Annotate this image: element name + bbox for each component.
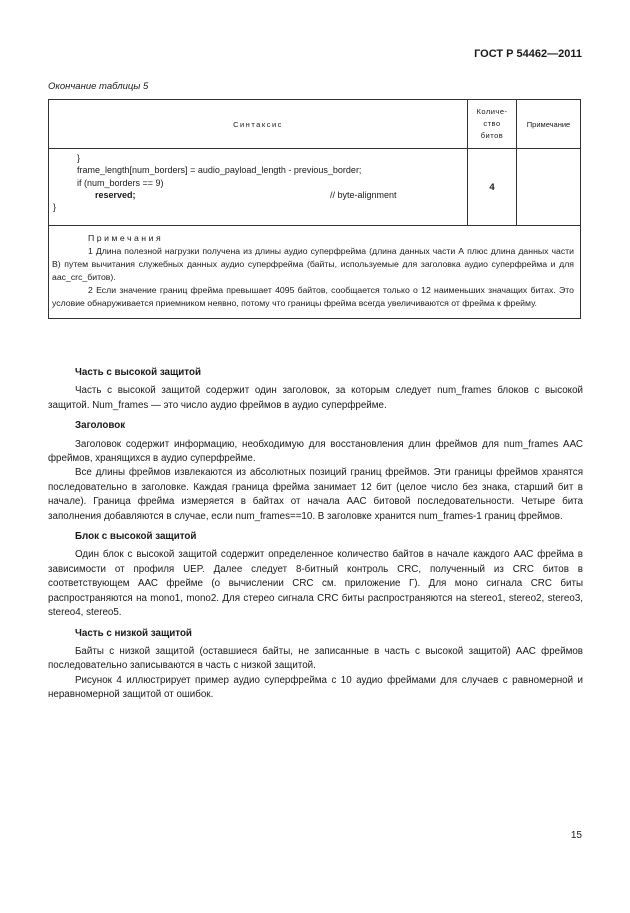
section-title: Заголовок [75,420,126,432]
paragraph: Один блок с высокой защитой содержит определенное количество байтов в начале каждого ААС фрейма в зависимости от профиля UEP. Далее следует 8-битный контроль CRC, полученный из CRC битов в соответствующем ААС фрейме (о вычислении CRC см. приложение Г). Для моно сигнала CRC биты распространяются на mono1, mono2. Для стерео сигнала CRC биты распространяются на stereo1, stereo2, stereo3, stereo4, stereo5. [48,549,583,619]
section-title: Блок с высокой защитой [75,531,197,543]
paragraph: Заголовок содержит информацию, необходимую для восстановления длин фреймов для num_frames ААС фреймов, хранящихся в аудио суперфрейме. [48,438,583,465]
column-header-syntax: Синтаксис [49,100,468,149]
table-code-row [49,149,581,226]
notes-title: Примечания [88,233,164,243]
section-title: Часть с высокой защитой [75,367,201,378]
syntax-table [48,99,581,319]
code-line: } [53,202,57,213]
table-notes-row [49,226,581,319]
code-block [49,149,467,213]
bits-value: 4 [468,149,517,226]
paragraph: Все длины фреймов извлекаются из абсолютных позиций границ фреймов. Эти границы фреймов хранятся последовательно в заголовке. Каждая граница фрейма занимает 12 бит (целое число без знака, старший бит в начале). Граница фрейма измеряется в байтах от начала ААС битовой последовательности. Четыре бита заполнения добавляются в случае, если num_frames==10. В заголовке хранится num_frames-1 границ фреймов. [48,467,583,522]
note-empty-cell [517,149,581,226]
column-header-bits [468,100,517,149]
table-header-row [49,100,581,149]
notes-cell [49,226,581,319]
page-number: 15 [570,830,582,841]
code-line: frame_length[num_borders] = audio_payload_length - previous_border; [77,165,362,176]
table-caption: Окончание таблицы 5 [48,81,149,92]
paragraph: Часть с высокой защитой содержит один заголовок, за которым следует num_frames блоков с высокой защитой. Num_frames — это число аудио фреймов в аудио суперфрейме. [48,385,583,411]
code-cell [49,149,468,226]
note-1: 1 Длина полезной нагрузки получена из длины аудио суперфрейма (длина данных части А плюс длина данных части В) путем вычитания служебных данных аудио суперфрейма (байты, используемые для заголовка аудио суперфрейма и для aac_crc_битов). [52,246,574,282]
code-line: if (num_borders == 9) [77,177,164,188]
column-header-bits-line: ство [483,119,501,128]
code-line-keyword: reserved; [95,189,136,200]
column-header-bits-line: Количе- [476,107,508,116]
body-text [48,366,583,703]
note-2: 2 Если значение границ фрейма превышает 4095 байтов, сообщается только о 12 наименьших значащих битах. Это условие обнаруживается приемником неявно, потому что границы фрейма всегда увеличиваются от фрейма к фрейму. [52,285,574,308]
document-id: ГОСТ Р 54462—2011 [474,48,582,60]
section-title: Часть с низкой защитой [75,627,192,639]
code-comment: // byte-alignment [330,190,397,200]
column-header-bits-line: битов [480,131,504,140]
column-header-note: Примечание [517,100,581,149]
paragraph: Рисунок 4 иллюстрирует пример аудио суперфрейма с 10 аудио фреймами для случаев с равномерной и неравномерной защитой от ошибок. [48,674,583,701]
code-line: } [77,153,81,163]
paragraph: Байты с низкой защитой (оставшиеся байты, не записанные в часть с высокой защитой) ААС фреймов последовательно записываются в часть с низкой защитой. [48,645,583,672]
